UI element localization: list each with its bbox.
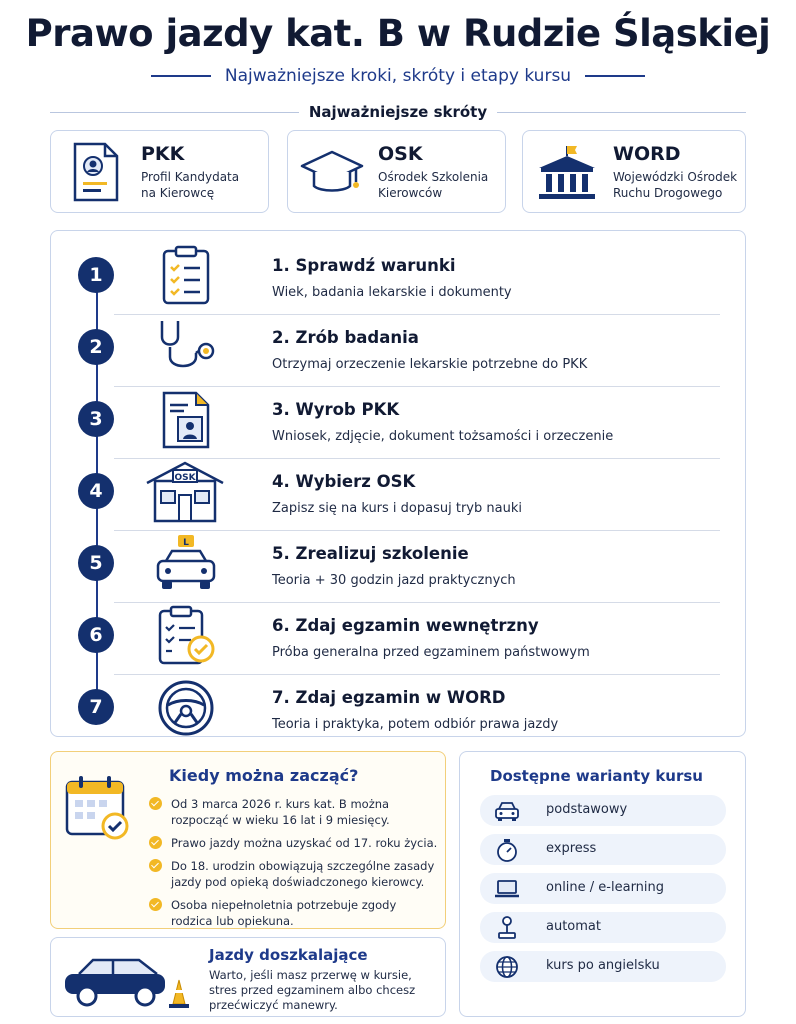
divider: [585, 75, 645, 77]
list-item: [149, 835, 439, 851]
variants-title: Dostępne warianty kursu: [490, 767, 703, 785]
step-title: 5. Zrealizuj szkolenie: [272, 544, 469, 563]
institution-building-icon: [535, 140, 599, 204]
step-4: [78, 459, 746, 531]
check-icon: [149, 836, 162, 849]
step-desc: Wiek, badania lekarskie i dokumenty: [272, 285, 512, 300]
abbr-card-word: [522, 130, 746, 213]
list-item-line1: Od 3 marca 2026 r. kurs kat. B można: [171, 797, 390, 811]
osk-sign-label: OSK: [174, 473, 196, 483]
extra-driving-text: [209, 968, 439, 1013]
step-desc: Próba generalna przed egzaminem państwowym: [272, 645, 590, 660]
check-icon: [149, 797, 162, 810]
abbr-code: PKK: [141, 142, 185, 165]
step-number: 7: [78, 689, 114, 725]
text-line: Warto, jeśli masz przerwę w kursie,: [209, 968, 412, 982]
variant-item-automat[interactable]: [480, 912, 726, 943]
abbr-desc-line1: Ośrodek Szkolenia: [378, 169, 489, 184]
abbr-code: WORD: [613, 142, 681, 165]
divider: [151, 75, 211, 77]
step-2: [78, 315, 746, 387]
variant-label: express: [546, 841, 597, 856]
list-item: [149, 796, 439, 828]
divider: [497, 112, 746, 113]
laptop-icon: [494, 876, 520, 902]
course-variants-panel: [459, 751, 746, 1017]
step-desc: Wniosek, zdjęcie, dokument tożsamości i orzeczenie: [272, 429, 614, 444]
list-item: [149, 897, 439, 929]
abbr-code: OSK: [378, 142, 423, 165]
list-item-line1: Do 18. urodzin obowiązują szczególne zasady: [171, 859, 435, 873]
step-number: 4: [78, 473, 114, 509]
stopwatch-icon: [494, 837, 520, 863]
variant-item-express[interactable]: [480, 834, 726, 865]
variant-label: online / e-learning: [546, 880, 665, 895]
step-desc: Otrzymaj orzeczenie lekarskie potrzebne do PKK: [272, 357, 588, 372]
step-title: 6. Zdaj egzamin wewnętrzny: [272, 616, 539, 635]
abbr-text: [378, 143, 488, 201]
list-item-line2: rozpocząć w wieku 16 lat i 9 miesięcy.: [171, 813, 390, 827]
list-item-line1: Osoba niepełnoletnia potrzebuje zgody: [171, 898, 397, 912]
exam-clipboard-icon: [154, 605, 218, 667]
abbr-card-osk: [287, 130, 506, 213]
when-start-panel: [50, 751, 446, 929]
learner-badge: L: [183, 538, 189, 548]
calendar-check-icon: [63, 772, 133, 844]
when-start-list: [149, 796, 439, 936]
abbr-text: [141, 143, 239, 201]
abbr-card-pkk: [50, 130, 269, 213]
step-number: 6: [78, 617, 114, 653]
variant-label: kurs po angielsku: [546, 958, 660, 973]
abbr-desc-line2: na Kierowcę: [141, 185, 215, 200]
abbreviations-heading-row: [50, 103, 746, 121]
variant-label: podstawowy: [546, 802, 628, 817]
step-title: 4. Wybierz OSK: [272, 472, 416, 491]
variant-item-podstawowy[interactable]: [480, 795, 726, 826]
list-item: [149, 858, 439, 890]
gear-shift-icon: [494, 915, 520, 941]
list-item-line2: rodzica lub opiekuna.: [171, 914, 294, 928]
graduation-cap-icon: [300, 140, 364, 204]
extra-driving-panel: [50, 937, 446, 1017]
step-number: 3: [78, 401, 114, 437]
step-number: 1: [78, 257, 114, 293]
abbr-desc-line2: Kierowców: [378, 185, 443, 200]
page-subtitle: Najważniejsze kroki, skróty i etapy kursu: [224, 66, 572, 86]
step-desc: Zapisz się na kurs i dopasuj tryb nauki: [272, 501, 522, 516]
page-title: Prawo jazdy kat. B w Rudzie Śląskiej: [25, 12, 771, 55]
subtitle-row: [0, 66, 796, 86]
step-7: [78, 675, 746, 747]
globe-icon: [494, 954, 520, 980]
text-line: przećwiczyć manewry.: [209, 998, 338, 1012]
abbr-text: [613, 143, 737, 201]
variant-label: automat: [546, 919, 601, 934]
step-title: 1. Sprawdź warunki: [272, 256, 456, 275]
list-item-line1: Prawo jazdy można uzyskać od 17. roku życia.: [171, 836, 438, 850]
id-document-icon: [154, 389, 218, 451]
step-desc: Teoria i praktyka, potem odbiór prawa jazdy: [272, 717, 559, 732]
step-number: 2: [78, 329, 114, 365]
steering-wheel-icon: [154, 677, 218, 739]
step-title: 7. Zdaj egzamin w WORD: [272, 688, 506, 707]
when-start-title: Kiedy można zacząć?: [169, 766, 359, 785]
abbreviations-heading: Najważniejsze skróty: [308, 103, 488, 121]
check-icon: [149, 859, 162, 872]
variant-item-english[interactable]: [480, 951, 726, 982]
check-icon: [149, 898, 162, 911]
step-title: 2. Zrób badania: [272, 328, 419, 347]
abbr-desc-line1: Wojewódzki Ośrodek: [613, 169, 738, 184]
abbr-desc-line1: Profil Kandydata: [141, 169, 240, 184]
stethoscope-icon: [154, 317, 218, 379]
learner-car-icon: [154, 533, 218, 595]
clipboard-checklist-icon: [154, 245, 218, 307]
step-5: [78, 531, 746, 603]
car-with-cone-icon: [61, 946, 191, 1010]
osk-building-icon: [144, 461, 226, 523]
extra-driving-title: Jazdy doszkalające: [209, 946, 368, 964]
step-desc: Teoria + 30 godzin jazd praktycznych: [272, 573, 516, 588]
divider: [50, 112, 299, 113]
step-title: 3. Wyrob PKK: [272, 400, 400, 419]
abbr-desc-line2: Ruchu Drogowego: [613, 185, 723, 200]
car-front-icon: [494, 798, 520, 824]
step-number: 5: [78, 545, 114, 581]
profile-document-icon: [63, 140, 127, 204]
variant-item-online[interactable]: [480, 873, 726, 904]
step-3: [78, 387, 746, 459]
step-1: [78, 243, 746, 315]
list-item-line2: jazdy pod opieką doświadczonego kierowcy.: [171, 875, 425, 889]
step-6: [78, 603, 746, 675]
text-line: stres przed egzaminem albo chcesz: [209, 983, 416, 997]
